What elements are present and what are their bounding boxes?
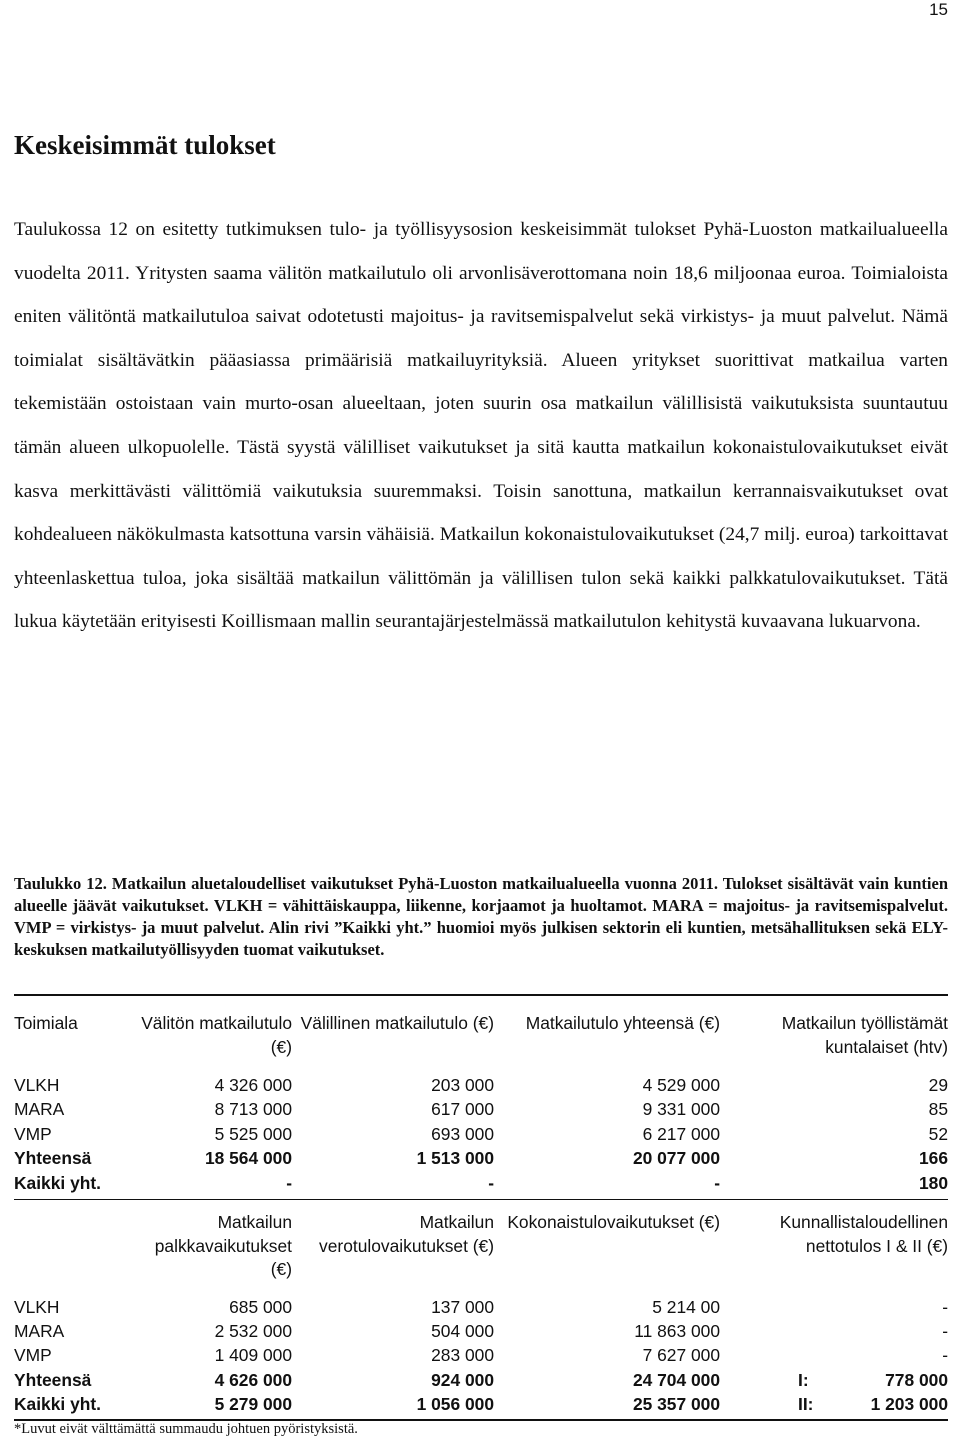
table-income-employment <box>14 1012 948 1195</box>
row-label: VMP <box>14 1123 52 1144</box>
cell-value: - <box>942 1345 948 1366</box>
table2-header-cell: Kunnallistaloudellinen nettotulos I & II (€) <box>779 1212 948 1256</box>
table1-header-cell: Välitön matkailutulo (€) <box>141 1013 292 1057</box>
table-cell: 9 331 000 <box>642 1099 720 1120</box>
cell-prefix: I: <box>798 1369 809 1390</box>
table-cell: 283 000 <box>431 1345 494 1366</box>
table-cell: 18 564 000 <box>204 1148 292 1169</box>
table-cell <box>720 1368 948 1392</box>
table1-header-row <box>14 1012 948 1059</box>
table-cell <box>720 1295 948 1319</box>
row-label: VLKH <box>14 1075 60 1095</box>
table-row-total <box>14 1146 948 1170</box>
table-row <box>14 1122 948 1146</box>
table-cell: 180 <box>918 1172 948 1193</box>
table-caption: Taulukko 12. Matkailun aluetaloudelliset vaikutukset Pyhä-Luoston matkailualueella vuonna 2011. Tulokset sisältävät vain kuntien alueelle jäävät vaikutukset. VLKH = vähittäiskauppa, liikenne, korjaamot ja huoltamot. MARA = majoitus- ja ravitsemispalvelut. VMP = virkistys- ja muut palvelut. Alin rivi ”Kaikki yht.” huomioi myös julkisen sektorin eli kuntien, metsähallituksen sekä ELY-keskuksen matkailutyöllisyyden tuomat vaikutukset. <box>14 874 948 959</box>
table-cell: 137 000 <box>431 1296 494 1317</box>
table-row <box>14 1295 948 1319</box>
table-footnote: *Luvut eivät välttämättä summaudu johtuen pyöristyksistä. <box>14 1421 358 1437</box>
table-cell: 504 000 <box>431 1320 494 1341</box>
table-wage-tax-effects <box>14 1211 948 1417</box>
table-cell: 5 214 00 <box>652 1296 720 1317</box>
table-cell: - <box>714 1172 720 1193</box>
table1-header-cell: Matkailutulo yhteensä (€) <box>525 1013 720 1033</box>
table-cell: 1 056 000 <box>416 1394 494 1415</box>
cell-value: - <box>942 1320 948 1341</box>
cell-value: - <box>942 1296 948 1317</box>
table-cell: 5 525 000 <box>214 1123 292 1144</box>
table-cell: - <box>488 1172 494 1193</box>
table1-header-cell: Välillinen matkailutulo (€) <box>300 1013 494 1033</box>
table-cell: 8 713 000 <box>214 1099 292 1120</box>
table-cell: 6 217 000 <box>642 1123 720 1144</box>
table-cell <box>720 1392 948 1416</box>
table-cell: 5 279 000 <box>214 1394 292 1415</box>
table-cell: 617 000 <box>431 1099 494 1120</box>
table1-header-cell: Toimiala <box>14 1013 78 1033</box>
table-cell: 7 627 000 <box>642 1345 720 1366</box>
row-label: VLKH <box>14 1296 60 1317</box>
table-cell: 29 <box>928 1075 948 1095</box>
row-label: Kaikki yht. <box>14 1394 101 1415</box>
table-cell: 1 513 000 <box>416 1148 494 1169</box>
table-cell: 4 626 000 <box>214 1369 292 1390</box>
table2-header-cell: Matkailun palkkavaikutukset (€) <box>154 1212 292 1279</box>
table2-header-cell: Kokonaistulovaikutukset (€) <box>507 1212 720 1232</box>
row-label: VMP <box>14 1345 52 1366</box>
table-cell: 2 532 000 <box>214 1320 292 1341</box>
table-row <box>14 1097 948 1121</box>
table-cell: 924 000 <box>431 1369 494 1390</box>
row-label: MARA <box>14 1099 65 1120</box>
table-cell: - <box>286 1172 292 1193</box>
table-cell: 20 077 000 <box>632 1148 720 1169</box>
table2-header-cell: Matkailun verotulovaikutukset (€) <box>319 1212 494 1256</box>
cell-prefix: II: <box>798 1394 814 1415</box>
table-row-all <box>14 1392 948 1416</box>
table-middle-rule <box>14 1199 948 1200</box>
table2-header-row <box>14 1211 948 1282</box>
table-cell: 24 704 000 <box>632 1369 720 1390</box>
table-cell: 166 <box>918 1148 948 1169</box>
table-top-rule <box>14 994 948 996</box>
table-cell: 4 326 000 <box>214 1075 292 1095</box>
table-row <box>14 1343 948 1367</box>
table-cell <box>720 1319 948 1343</box>
table-row-total <box>14 1368 948 1392</box>
cell-value: 1 203 000 <box>870 1394 948 1415</box>
table-row <box>14 1319 948 1343</box>
table-cell <box>720 1343 948 1367</box>
row-label: MARA <box>14 1320 65 1341</box>
table-cell: 693 000 <box>431 1123 494 1144</box>
cell-value: 778 000 <box>885 1369 948 1390</box>
table-cell: 685 000 <box>229 1296 292 1317</box>
body-paragraph: Taulukossa 12 on esitetty tutkimuksen tulo- ja työllisyysosion keskeisimmät tulokset Pyhä-Luoston matkailualueella vuodelta 2011. Yritysten saama välitön matkailutulo oli arvonlisäverottomana noin 18,6 miljoonaa euroa. Toimialoista eniten välitöntä matkailutuloa saivat odotetusti majoitus- ja ravitsemispalvelut sekä virkistys- ja muut palvelut. Nämä toimialat sisältävätkin pääasiassa primäärisiä matkailuyrityksiä. Alueen yritykset suorittivat matkailua varten tekemistään ostoistaan vain murto-osan alueeltaan, joten suurin osa matkailun välillisistä vaikutuksista suuntautuu tämän alueen ulkopuolelle. Tästä syystä välilliset vaikutukset ja sitä kautta matkailun kokonaistulovaikutukset eivät kasva merkittävästi välittömiä vaikutuksia suuremmaksi. Toisin sanottuna, matkailun kerrannaisvaikutukset ovat kohdealueen näkökulmasta katsottuna varsin vähäisiä. Matkailun kokonaistulovaikutukset (24,7 milj. euroa) tarkoittavat yhteenlaskettua tuloa, joka sisältää matkailun välittömän ja välillisen tulon sekä kaikki palkkatulovaikutukset. Tätä lukua käytetään erityisesti Koillismaan mallin seurantajärjestelmässä matkailutulon kehitystä kuvaavana lukuarvona. <box>14 219 948 633</box>
row-label: Yhteensä <box>14 1369 92 1390</box>
section-heading: Keskeisimmät tulokset <box>14 130 276 160</box>
row-label: Kaikki yht. <box>14 1172 101 1193</box>
table-row <box>14 1073 948 1097</box>
row-label: Yhteensä <box>14 1148 92 1169</box>
table-cell: 11 863 000 <box>634 1320 720 1341</box>
table-cell: 1 409 000 <box>214 1345 292 1366</box>
table-cell: 52 <box>928 1123 948 1144</box>
table-row-all <box>14 1171 948 1195</box>
table-cell: 25 357 000 <box>632 1394 720 1415</box>
table1-header-cell: Matkailun työllistämät kuntalaiset (htv) <box>781 1013 948 1057</box>
page-number: 15 <box>929 0 948 19</box>
table2-header-cell <box>14 1211 134 1282</box>
table-cell: 203 000 <box>431 1075 494 1095</box>
table-cell: 4 529 000 <box>642 1075 720 1095</box>
table-cell: 85 <box>928 1099 948 1120</box>
